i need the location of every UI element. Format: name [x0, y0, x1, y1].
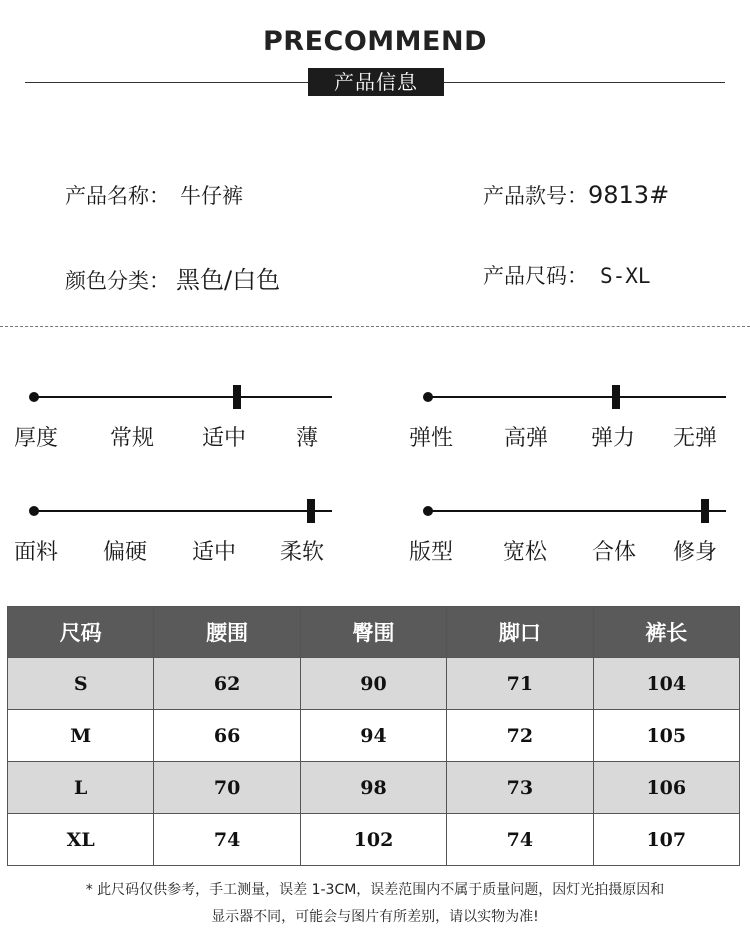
scale-start-dot — [423, 392, 433, 402]
table-cell: 98 — [300, 762, 446, 814]
scale-start-dot — [423, 506, 433, 516]
scale-line — [34, 396, 332, 398]
size-table — [7, 606, 740, 866]
scale-line — [428, 510, 726, 512]
column-header: 腰围 — [154, 607, 300, 658]
column-header: 臀围 — [300, 607, 446, 658]
table-cell: 72 — [447, 710, 593, 762]
scale-label: 适中 — [191, 540, 237, 565]
product-code-label: 产品款号： — [483, 184, 588, 208]
scale-label: 无弹 — [672, 426, 718, 451]
table-cell: 94 — [300, 710, 446, 762]
scale-line — [428, 396, 726, 398]
scale-marker — [612, 385, 620, 409]
table-cell: 66 — [154, 710, 300, 762]
product-code-value: 9813# — [588, 181, 670, 209]
table-cell: 104 — [593, 658, 739, 710]
footnote-line-1: * 此尺码仅供参考，手工测量，误差 1-3CM，误差范围内不属于质量问题，因灯光拍摄原因和 — [85, 882, 665, 898]
product-size-value: S-XL — [600, 264, 651, 288]
table-cell: 107 — [593, 814, 739, 866]
scale-label: 偏硬 — [102, 540, 148, 565]
scale-marker — [307, 499, 315, 523]
product-name-label: 产品名称： — [65, 184, 170, 208]
scale-label: 面料 — [13, 540, 59, 565]
table-cell: 70 — [154, 762, 300, 814]
scale-label: 弹力 — [590, 426, 636, 451]
scale-label: 修身 — [672, 540, 718, 565]
product-name — [65, 180, 243, 210]
table-row — [8, 710, 740, 762]
dashed-divider — [0, 326, 750, 327]
section-tag: 产品信息 — [308, 68, 444, 96]
table-cell: 102 — [300, 814, 446, 866]
table-cell: M — [8, 710, 154, 762]
table-cell: 73 — [447, 762, 593, 814]
scale-label: 适中 — [201, 426, 247, 451]
scale-label: 薄 — [295, 426, 319, 451]
column-header: 裤长 — [593, 607, 739, 658]
table-row — [8, 814, 740, 866]
scale-thickness — [12, 385, 332, 451]
table-cell: 74 — [154, 814, 300, 866]
scale-label: 常规 — [109, 426, 155, 451]
table-cell: 71 — [447, 658, 593, 710]
brand-title: PRECOMMEND — [263, 26, 487, 57]
table-header-row — [8, 607, 740, 658]
product-color — [65, 260, 280, 295]
product-color-label: 颜色分类： — [65, 269, 170, 293]
column-header: 尺码 — [8, 607, 154, 658]
table-row — [8, 658, 740, 710]
table-cell: 74 — [447, 814, 593, 866]
scale-label: 合体 — [591, 540, 637, 565]
table-cell: 90 — [300, 658, 446, 710]
scale-start-dot — [29, 392, 39, 402]
table-cell: 62 — [154, 658, 300, 710]
scale-label: 厚度 — [13, 426, 59, 451]
scale-label: 弹性 — [408, 426, 454, 451]
product-color-value: 黑色/白色 — [176, 266, 281, 294]
footnote-line-2: 显示器不同，可能会与图片有所差别，请以实物为准! — [211, 909, 539, 925]
product-code — [483, 180, 669, 210]
scale-fit — [406, 499, 726, 565]
product-size — [483, 260, 651, 290]
table-cell: XL — [8, 814, 154, 866]
table-cell: S — [8, 658, 154, 710]
scale-marker — [233, 385, 241, 409]
table-cell: L — [8, 762, 154, 814]
scale-elasticity — [406, 385, 726, 451]
scale-marker — [701, 499, 709, 523]
table-row — [8, 762, 740, 814]
table-cell: 105 — [593, 710, 739, 762]
scale-line — [34, 510, 332, 512]
product-name-value: 牛仔裤 — [180, 184, 243, 208]
table-cell: 106 — [593, 762, 739, 814]
scale-fabric — [12, 499, 332, 565]
scale-label: 高弹 — [503, 426, 549, 451]
scale-label: 宽松 — [502, 540, 548, 565]
product-size-label: 产品尺码： — [483, 264, 588, 288]
scale-label: 柔软 — [279, 540, 325, 565]
column-header: 脚口 — [447, 607, 593, 658]
scale-label: 版型 — [408, 540, 454, 565]
scale-start-dot — [29, 506, 39, 516]
